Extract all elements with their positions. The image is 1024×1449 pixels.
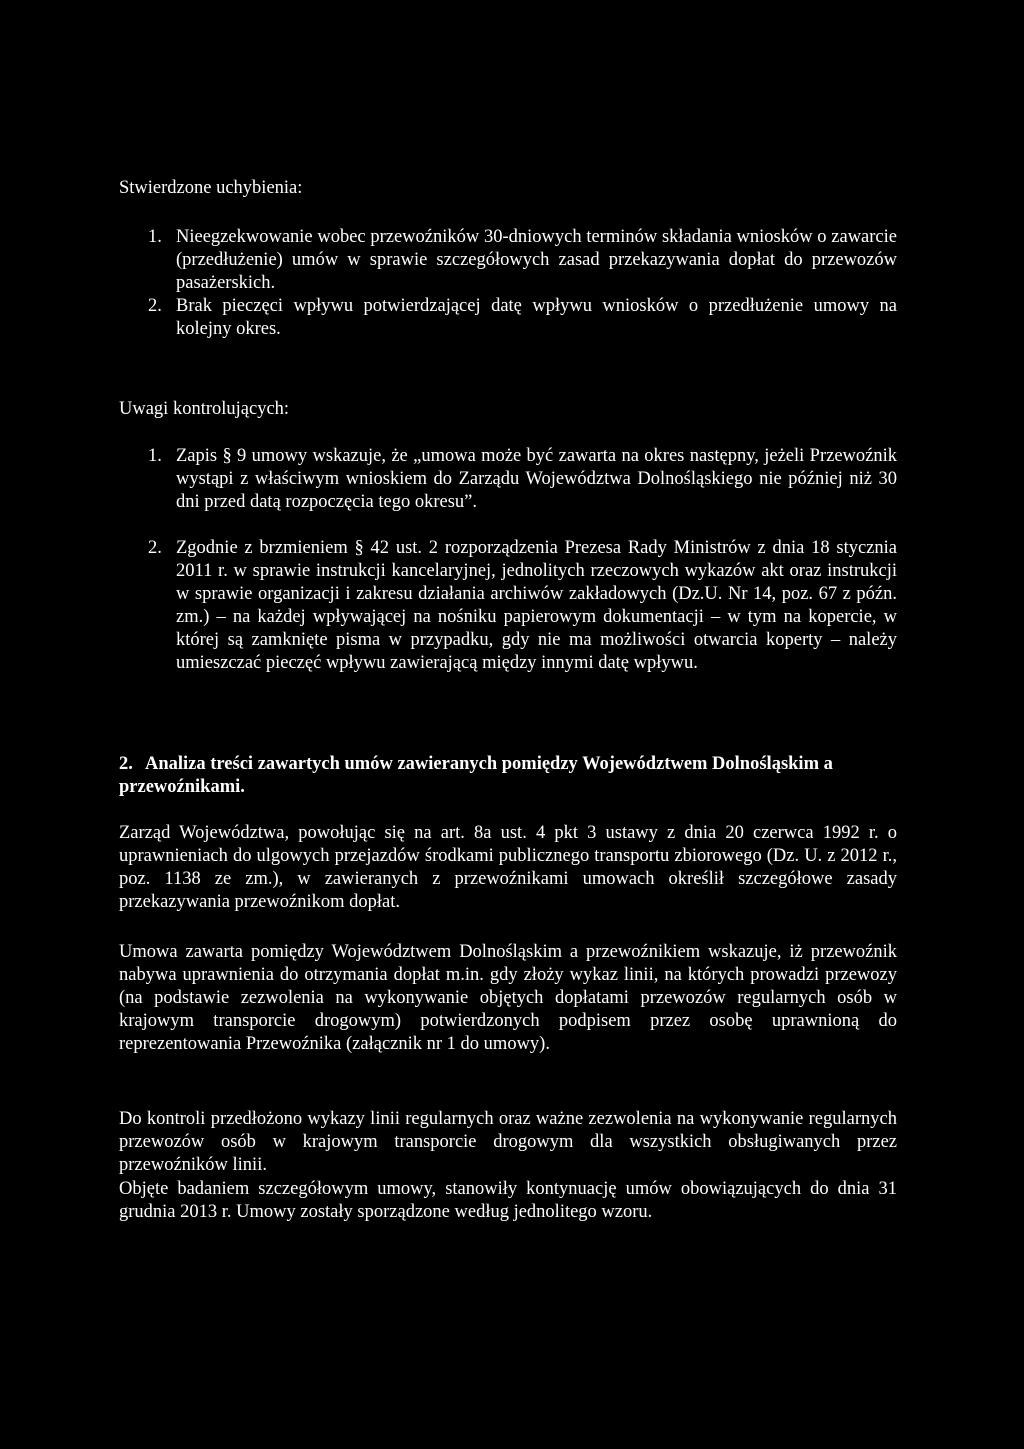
paragraph: Objęte badaniem szczegółowym umowy, stanowiły kontynuację umów obowiązujących do dnia 31 grudnia 2013 r. Umowy zostały sporządzone według jednolitego wzoru. [119, 1179, 897, 1222]
findings-heading: Stwierdzone uchybienia: [119, 178, 303, 198]
remarks-list [119, 445, 897, 675]
findings-item [119, 226, 897, 295]
findings-item-number: 2. [148, 296, 162, 316]
remarks-item-text: Zgodnie z brzmieniem § 42 ust. 2 rozporządzenia Prezesa Rady Ministrów z dnia 18 stycznia 2011 r. w sprawie instrukcji kancelaryjnej, jednolitych rzeczowych wykazów akt oraz instrukcji w sprawie organizacji i zakresu działania archiwów zakładowych (Dz.U. Nr 14, poz. 67 z późn. zm.) – na każdej wpływającej na nośniku papierowym dokumentacji – w tym na kopercie, w której są zamknięte pisma w przypadku, gdy nie ma możliwości otwarcia koperty – należy umieszczać pieczęć wpływu zawierającą między innymi datę wpływu. [176, 538, 897, 673]
section-2-title [119, 753, 897, 799]
remarks-heading: Uwagi kontrolujących: [119, 399, 290, 419]
remarks-item [119, 537, 897, 675]
findings-item [119, 295, 897, 341]
remarks-item [119, 445, 897, 514]
findings-list [119, 226, 897, 341]
paragraph: Umowa zawarta pomiędzy Województwem Dolnośląskim a przewoźnikiem wskazuje, iż przewoźnik nabywa uprawnienia do otrzymania dopłat m.in. gdy złoży wykaz linii, na których prowadzi przewozy (na podstawie zezwolenia na wykonywanie objętych dopłatami przewozów regularnych osób w krajowym transporcie drogowym) potwierdzonych podpisem przez osobę uprawnioną do reprezentowania Przewoźnika (załącznik nr 1 do umowy). [119, 942, 897, 1054]
section-2-number: 2. [119, 754, 133, 774]
findings-item-number: 1. [148, 227, 162, 247]
remarks-item-text: Zapis § 9 umowy wskazuje, że „umowa może być zawarta na okres następny, jeżeli Przewoźnik wystąpi z właściwym wnioskiem do Zarządu Województwa Dolnośląskiego nie później niż 30 dni przed datą rozpoczęcia tego okresu”. [176, 446, 897, 512]
paragraph: Do kontroli przedłożono wykazy linii regularnych oraz ważne zezwolenia na wykonywanie regularnych przewozów osób w krajowym transporcie drogowym dla wszystkich obsługiwanych przez przewoźników linii. [119, 1109, 897, 1175]
findings-item-text: Nieegzekwowanie wobec przewoźników 30-dniowych terminów składania wniosków o zawarcie (przedłużenie) umów w sprawie szczegółowych zasad przekazywania dopłat do przewozów pasażerskich. [176, 227, 897, 293]
remarks-item-number: 2. [148, 538, 162, 558]
paragraph: Zarząd Województwa, powołując się na art. 8a ust. 4 pkt 3 ustawy z dnia 20 czerwca 1992 r. o uprawnieniach do ulgowych przejazdów środkami publicznego transportu zbiorowego (Dz. U. z 2012 r., poz. 1138 ze zm.), w zawieranych z przewoźnikami umowach określił szczegółowe zasady przekazywania przewoźnikom dopłat. [119, 823, 897, 912]
remarks-item-number: 1. [148, 446, 162, 466]
findings-item-text: Brak pieczęci wpływu potwierdzającej datę wpływu wniosków o przedłużenie umowy na kolejny okres. [176, 296, 897, 339]
section-2-title-text: Analiza treści zawartych umów zawieranych pomiędzy Województwem Dolnośląskim a przewoźnikami. [119, 754, 833, 797]
